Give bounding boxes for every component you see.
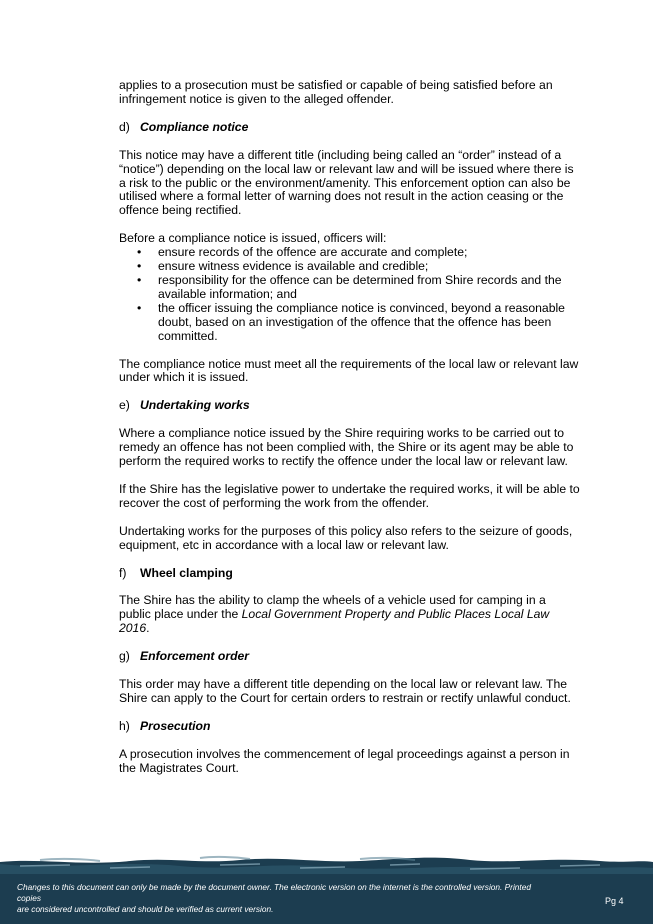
text-run: The Shire has the ability to clamp the wheels of a vehicle used for camping in a public place under the xyxy=(119,593,546,622)
paragraph: Undertaking works for the purposes of this policy also refers to the seizure of goods, equipment, etc in accordance with a local law or relevant law. xyxy=(119,523,573,552)
list-item: • responsibility for the offence can be determined from Shire records and the available information; and xyxy=(158,274,581,302)
law-title: Local Government Property and Public Places Local Law 2016 xyxy=(119,607,550,636)
list-item: • the officer issuing the compliance notice is convinced, beyond a reasonable doubt, based on an investigation of the offence that the offence has been committed. xyxy=(158,302,581,344)
section-heading-f xyxy=(119,567,581,581)
list-intro: Before a compliance notice is issued, officers will: xyxy=(119,231,387,246)
section-title: Undertaking works xyxy=(140,398,250,413)
bullet-list xyxy=(119,246,581,343)
section-title: Compliance notice xyxy=(140,119,249,134)
section-title: Wheel clamping xyxy=(140,565,233,580)
disclaimer-line: Changes to this document can only be made by the document owner. The electronic version on the internet is the controlled version. Printed copies xyxy=(17,882,531,903)
list-item: • ensure witness evidence is available and credible; xyxy=(158,260,581,274)
section-letter: h) xyxy=(119,718,130,733)
section-heading-e xyxy=(119,399,581,413)
document-body xyxy=(119,79,581,790)
section-letter: e) xyxy=(119,398,130,413)
paragraph: Where a compliance notice issued by the Shire requiring works to be carried out to remedy an offence has not been complied with, the Shire or its agent may be able to perform the required works to rectify the offence under the local law or relevant law. xyxy=(119,426,574,469)
page-number: Pg 4 xyxy=(605,896,624,906)
section-title: Prosecution xyxy=(140,718,211,733)
paragraph: applies to a prosecution must be satisfied or capable of being satisfied before an infringement notice is given to the alleged offender. xyxy=(119,78,553,106)
paragraph xyxy=(119,594,581,636)
paragraph: The compliance notice must meet all the requirements of the local law or relevant law under which it is issued. xyxy=(119,356,579,385)
disclaimer-line: are considered uncontrolled and should be verified as current version. xyxy=(17,904,274,914)
paragraph: This notice may have a different title (including being called an “order” instead of a “notice”) depending on the local law or relevant law and will be issued where there is a risk to the public or the environment/amenity. This enforcement option can also be utilised where a formal letter of warning does not result in the action ceasing or the offence being rectified. xyxy=(119,147,574,218)
section-letter: d) xyxy=(119,119,130,134)
section-heading-g xyxy=(119,650,581,664)
paragraph: This order may have a different title depending on the local law or relevant law. The Shire can apply to the Court for certain orders to restrain or rectify unlawful conduct. xyxy=(119,677,571,705)
paragraph: If the Shire has the legislative power to undertake the required works, it will be able to recover the cost of performing the work from the offender. xyxy=(119,481,580,510)
section-heading-h xyxy=(119,720,581,734)
section-heading-d xyxy=(119,121,581,135)
paragraph: A prosecution involves the commencement of legal proceedings against a person in the Magistrates Court. xyxy=(119,746,570,775)
section-letter: g) xyxy=(119,649,130,664)
section-letter: f) xyxy=(119,565,127,580)
list-item: • ensure records of the offence are accurate and complete; xyxy=(158,246,581,260)
text-run: . xyxy=(146,621,150,636)
footer-disclaimer xyxy=(17,882,557,915)
section-title: Enforcement order xyxy=(140,649,250,664)
